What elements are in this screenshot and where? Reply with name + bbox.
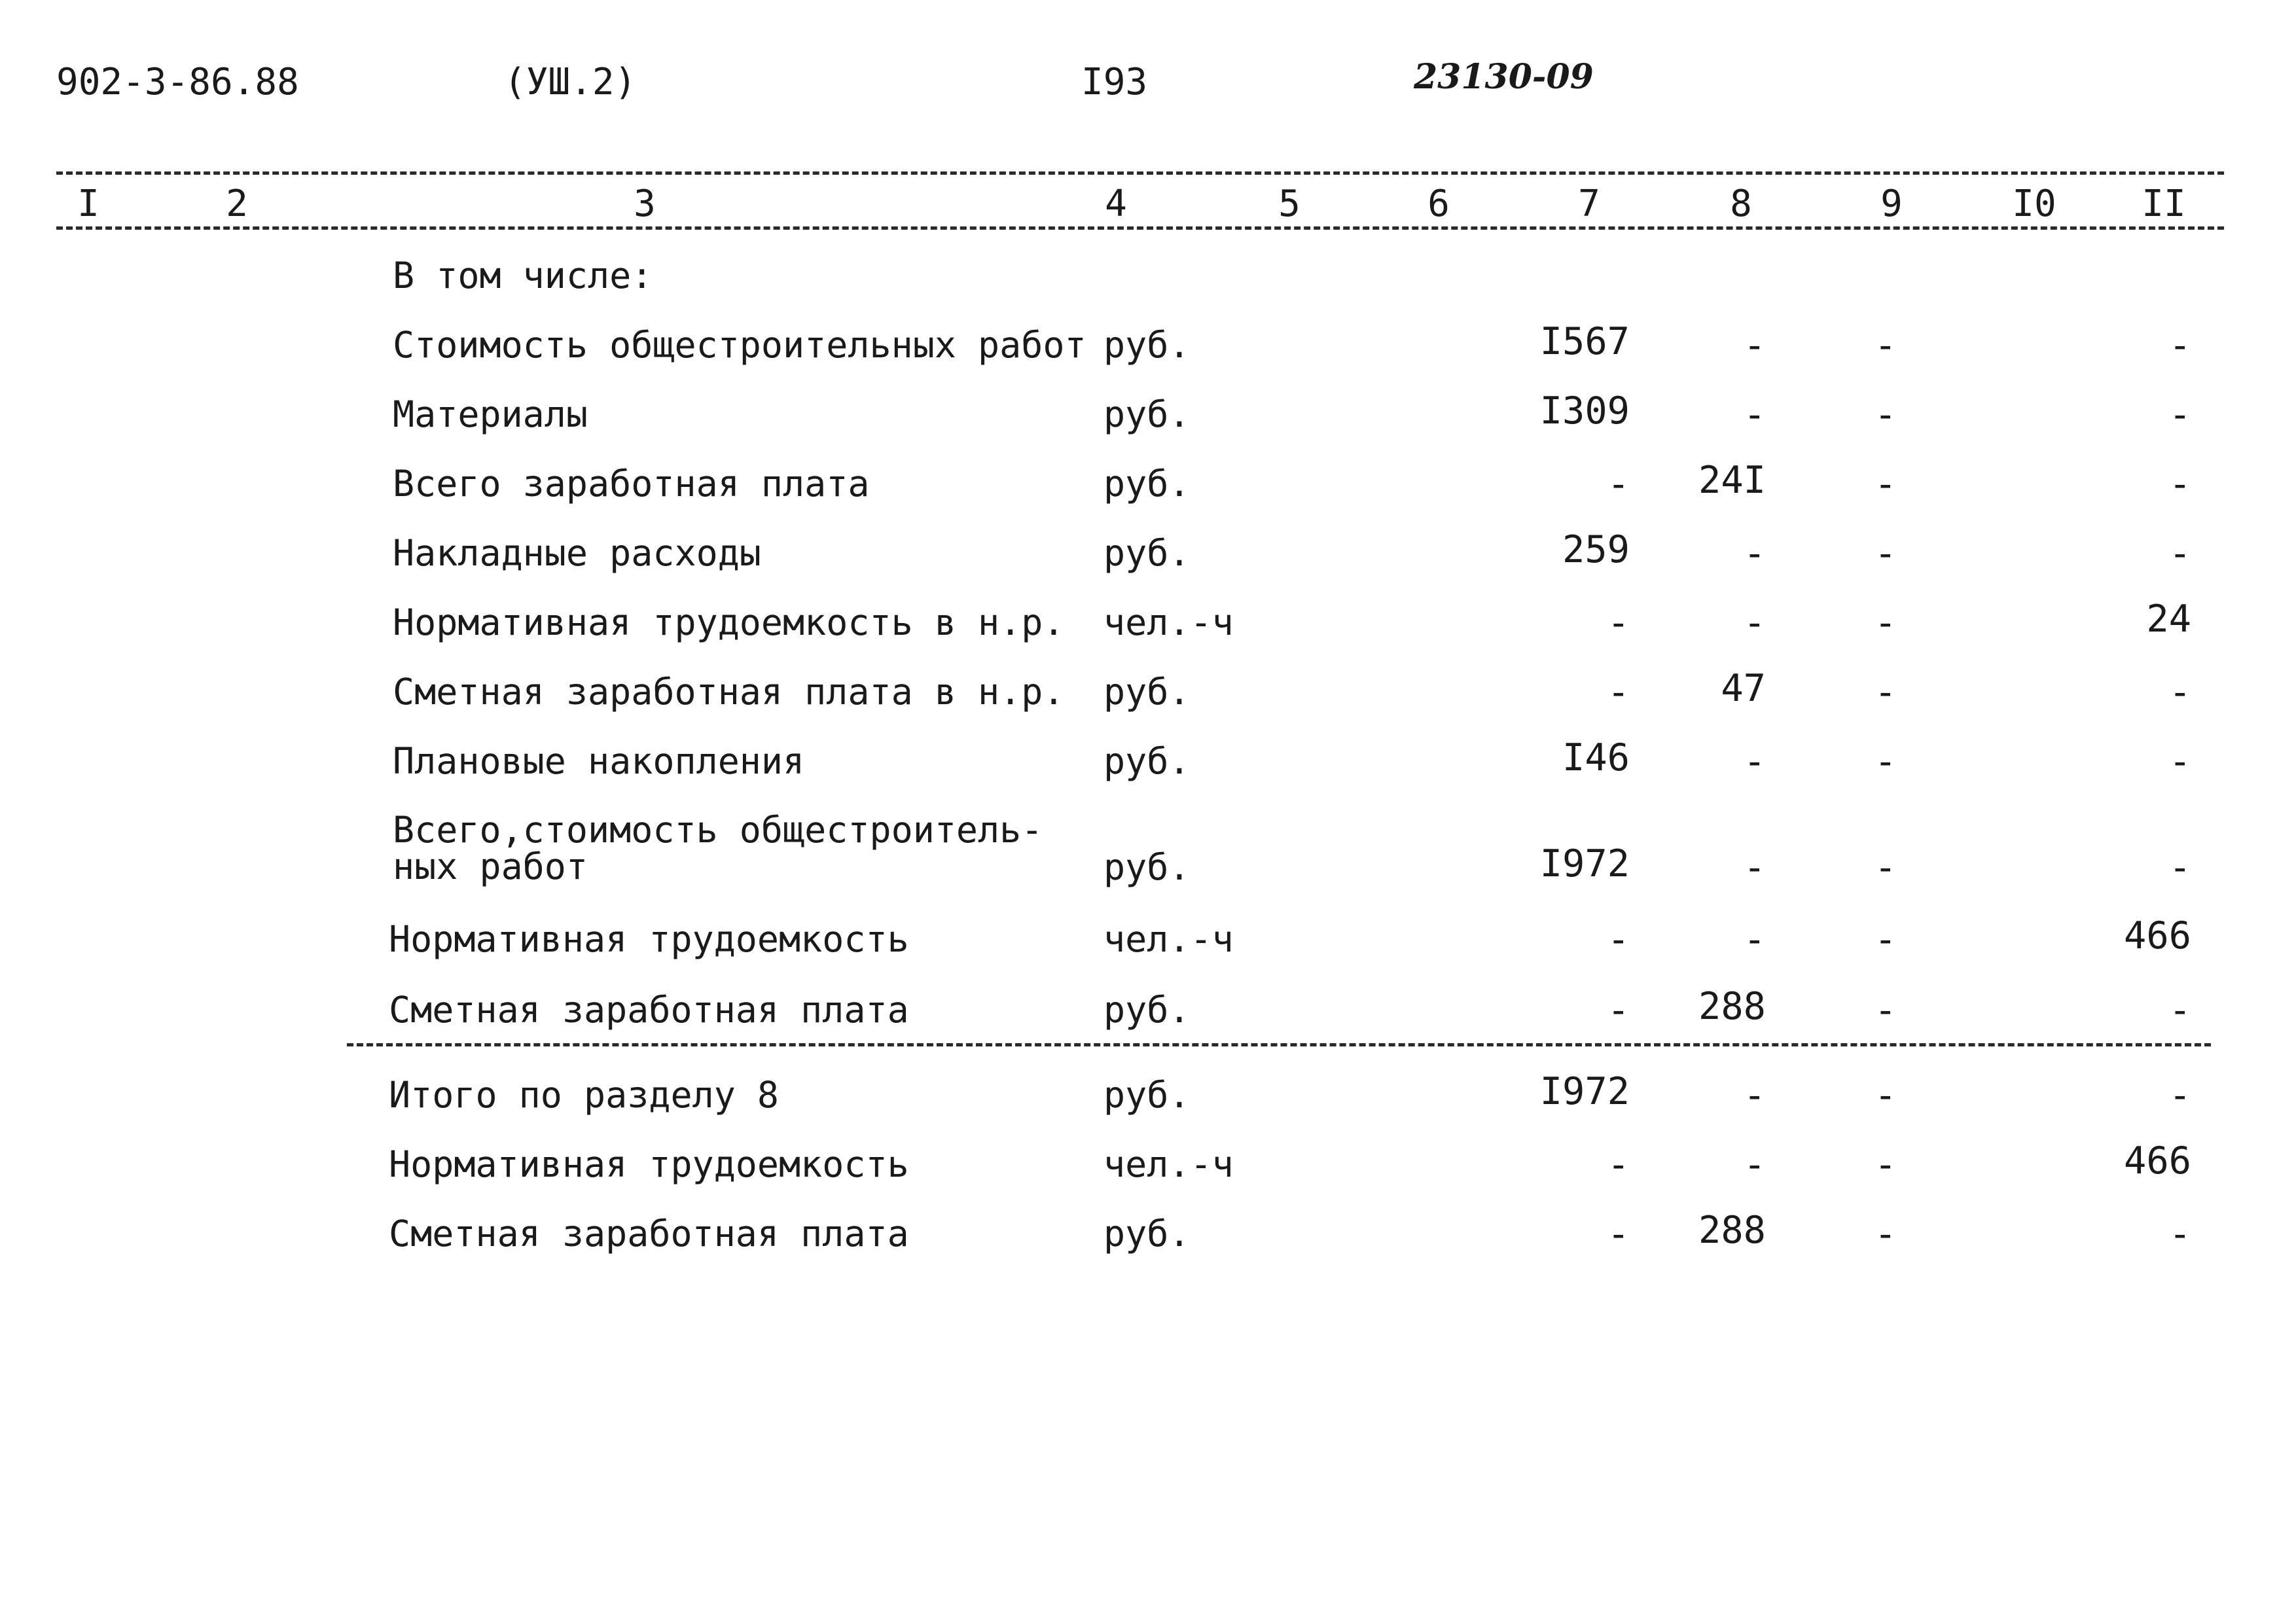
row-label: Стоимость общестроительных работ [393,324,1086,366]
cell-col7: - [1607,918,1630,961]
row-unit: руб. [1103,846,1191,888]
row-unit: руб. [1103,532,1191,574]
cell-col9: - [1874,532,1897,575]
cell-col7: I309 [1539,389,1630,433]
totals-unit: руб. [1103,1074,1191,1116]
column-number: 6 [1427,183,1450,225]
row-unit: руб. [1103,989,1191,1031]
cell-col7: - [1607,989,1630,1032]
header-bottom-rule [56,226,2224,230]
cell-col11: - [2168,532,2191,575]
cell-col8: - [1743,532,1766,575]
cell-col8: - [1743,393,1766,437]
totals-col9: - [1874,1213,1897,1256]
row-unit: руб. [1103,463,1191,505]
cell-col7: I972 [1539,842,1630,885]
cell-col11: - [2168,846,2191,889]
column-number: 3 [634,183,656,225]
column-number: 5 [1278,183,1300,225]
cell-col11: - [2168,989,2191,1032]
totals-label: Нормативная трудоемкость [389,1143,909,1185]
totals-label: Сметная заработная плата [389,1213,909,1255]
totals-col7: I972 [1539,1070,1630,1113]
cell-col11: - [2168,463,2191,506]
cell-col9: - [1874,989,1897,1032]
cell-col8: - [1743,601,1766,645]
row-label: Всего,стоимость общестроитель-ных работ [393,809,1043,887]
cell-col9: - [1874,671,1897,714]
cell-col9: - [1874,918,1897,961]
totals-col7: - [1607,1213,1630,1256]
row-unit: руб. [1103,324,1191,366]
row-label: Плановые накопления [393,740,805,782]
row-unit: руб. [1103,393,1191,435]
totals-col11: 466 [2124,1139,2191,1183]
cell-col9: - [1874,463,1897,506]
cell-col11: 466 [2124,914,2191,957]
totals-unit: чел.-ч [1103,1143,1234,1185]
column-number: I0 [2012,183,2056,225]
cell-col11: - [2168,393,2191,437]
page-number: I93 [1081,61,1148,103]
cell-col9: - [1874,601,1897,645]
cell-col11: 24 [2146,597,2191,641]
totals-col7: - [1607,1143,1630,1186]
totals-col9: - [1874,1143,1897,1186]
row-label: Сметная заработная плата [389,989,909,1031]
cell-col8: - [1743,846,1766,889]
row-unit: руб. [1103,740,1191,782]
totals-col9: - [1874,1074,1897,1117]
handwritten-number: 23130-09 [1414,57,1594,97]
cell-col7: - [1607,463,1630,506]
cell-col8: - [1743,918,1766,961]
document-code: (УШ.2) [504,61,637,103]
row-unit: чел.-ч [1103,601,1234,643]
column-number: 2 [226,183,248,225]
cell-col7: 259 [1562,528,1630,571]
cell-col9: - [1874,846,1897,889]
cell-col7: - [1607,601,1630,645]
cell-col8: - [1743,324,1766,367]
cell-col7: I567 [1539,320,1630,363]
row-unit: чел.-ч [1103,918,1234,960]
column-number: II [2142,183,2186,225]
cell-col9: - [1874,324,1897,367]
totals-unit: руб. [1103,1213,1191,1255]
cell-col11: - [2168,740,2191,783]
row-label: В том числе: [393,255,653,296]
row-label: Нормативная трудоемкость [389,918,909,960]
column-number: 9 [1880,183,1903,225]
document-number: 902-3-86.88 [56,61,299,103]
column-number: 4 [1105,183,1127,225]
totals-col11: - [2168,1074,2191,1117]
cell-col8: 288 [1698,985,1766,1028]
totals-label: Итого по разделу 8 [389,1074,780,1116]
column-number: I [77,183,99,225]
cell-col7: - [1607,671,1630,714]
column-number: 8 [1730,183,1752,225]
totals-col11: - [2168,1213,2191,1256]
cell-col8: 47 [1721,667,1766,710]
totals-separator [347,1043,2211,1046]
header-top-rule [56,171,2224,175]
column-number: 7 [1578,183,1600,225]
cell-col11: - [2168,671,2191,714]
cell-col8: - [1743,740,1766,783]
row-label: Материалы [393,393,588,435]
row-unit: руб. [1103,671,1191,713]
row-label: Сметная заработная плата в н.р. [393,671,1065,713]
totals-col8: - [1743,1074,1766,1117]
row-label: Накладные расходы [393,532,761,574]
totals-col8: - [1743,1143,1766,1186]
cell-col9: - [1874,393,1897,437]
row-label: Нормативная трудоемкость в н.р. [393,601,1065,643]
row-label: Всего заработная плата [393,463,870,505]
cell-col7: I46 [1562,736,1630,779]
cell-col11: - [2168,324,2191,367]
cell-col8: 24I [1698,459,1766,502]
totals-col8: 288 [1698,1209,1766,1252]
cell-col9: - [1874,740,1897,783]
